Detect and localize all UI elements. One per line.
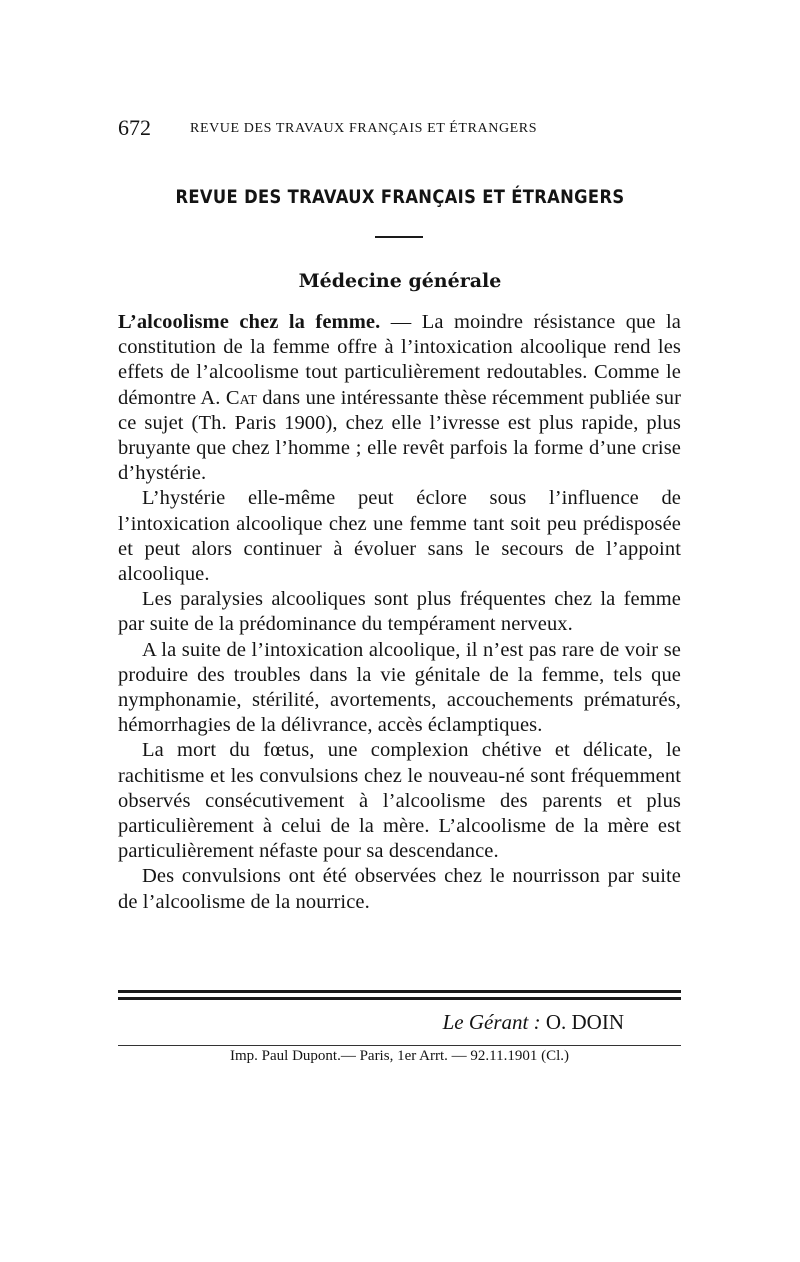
footer-rule-top [118, 990, 681, 993]
subsection-title: Médecine générale [298, 270, 502, 292]
signature [118, 1010, 624, 1035]
paragraph-3: Les paralysies alcooliques sont plus fréquentes chez la femme par suite de la prédominance du tempérament nerveux. [118, 588, 681, 636]
article-lead: L’alcoolisme chez la femme. [118, 311, 381, 333]
imprint-rule [118, 1045, 681, 1046]
paragraph-1-text-a: — La moindre résistance que la constitution de la femme offre à l’intoxication alcoolique rend les effets de l’alcoolisme tout particulièrement redoutables. Comme le démontre A. [118, 311, 682, 409]
imprint-line: Imp. Paul Dupont.— Paris, 1er Arrt. — 92.11.1901 (Cl.) [229, 1048, 569, 1064]
footer-rule-bottom [118, 997, 681, 1000]
page-number: 672 [118, 115, 151, 140]
paragraph-6: Des convulsions ont été observées chez le nourrisson par suite de l’alcoolisme de la nourrice. [118, 865, 681, 913]
signature-name: O. DOIN [545, 1010, 624, 1034]
paragraph-4: A la suite de l’intoxication alcoolique, il n’est pas rare de voir se produire des troubles dans la vie génitale de la femme, tels que nymphonamie, stérilité, avortements, accouchements prématurés, hémorrhagies de la délivrance, accès éclamptiques. [118, 638, 681, 737]
title-divider [375, 236, 423, 238]
signature-role: Le Gérant : [442, 1010, 541, 1034]
running-head [118, 116, 682, 140]
section-title: REVUE DES TRAVAUX FRANÇAIS ET ÉTRANGERS [175, 186, 625, 208]
running-title: REVUE DES TRAVAUX FRANÇAIS ET ÉTRANGERS [190, 121, 538, 136]
author-name: Cat [225, 386, 257, 409]
paragraph-2: L’hystérie elle-même peut éclore sous l’influence de l’intoxication alcoolique chez une femme tant soit peu prédisposée et peut alors continuer à évoluer sans le secours de l’appoint alcoolique. [118, 487, 681, 586]
paragraph-5: La mort du fœtus, une complexion chétive et délicate, le rachitisme et les convulsions chez le nouveau-né sont fréquemment observés consécutivement à l’alcoolisme des parents et plus particulièrement à celui de la mère. L’alcoolisme de la mère est particulièrement néfaste pour sa descendance. [118, 739, 681, 863]
article-body [118, 310, 681, 915]
paragraph-1-text-b: dans une intéressante thèse récemment publiée sur ce sujet (Th. Paris 1900), chez elle l’ivresse est plus rapide, plus bruyante que chez l’homme ; elle revêt parfois la forme d’une crise d’hystérie. [118, 386, 681, 485]
paragraph-1 [118, 310, 681, 486]
